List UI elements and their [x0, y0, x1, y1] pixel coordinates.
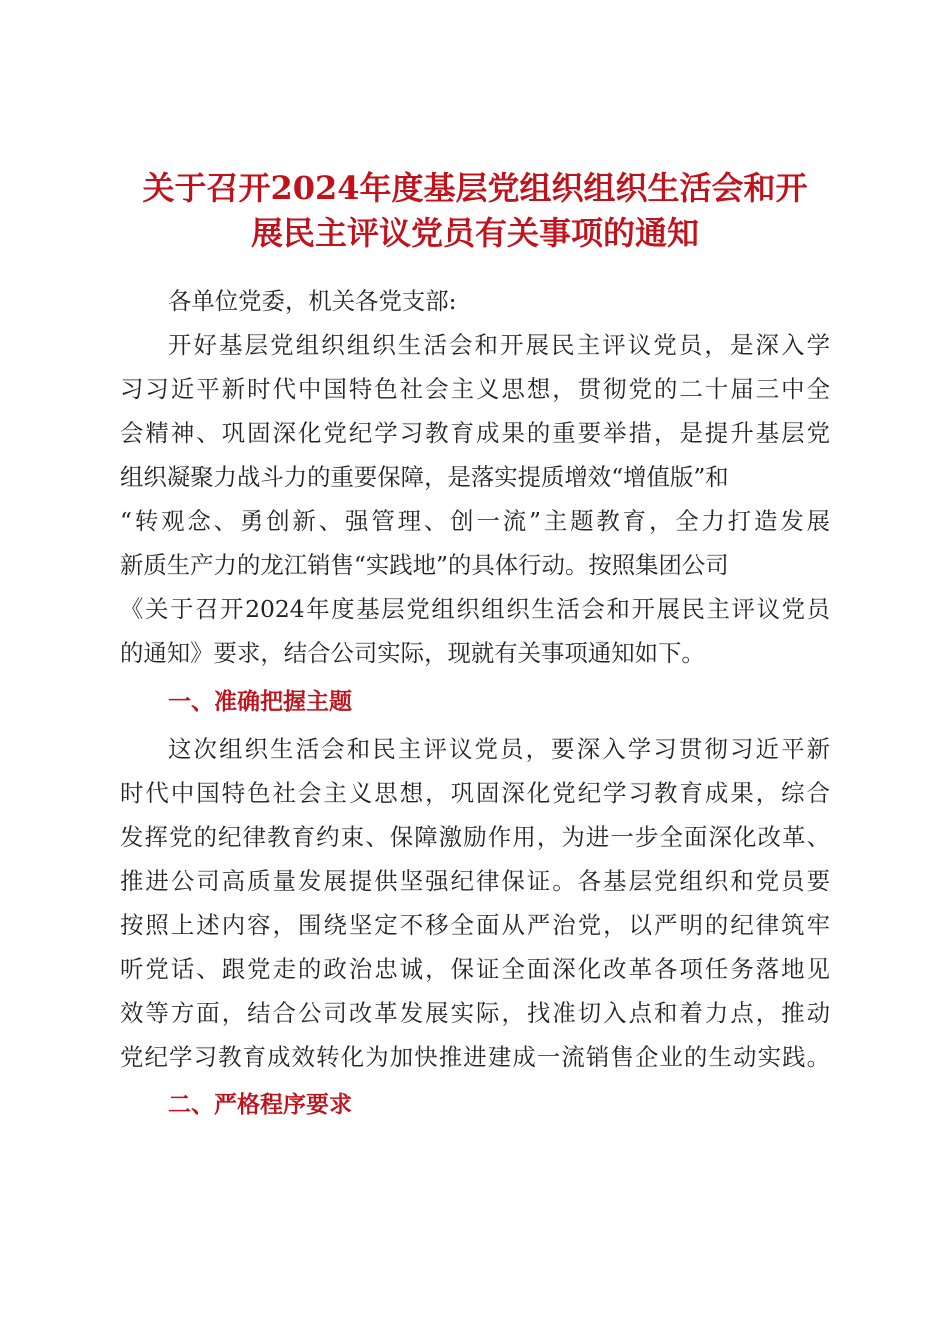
section-1-line: 推进公司高质量发展提供坚强纪律保证。各基层党组织和党员要: [120, 867, 830, 895]
intro-line: 《关于召开2024年度基层党组织组织生活会和开展民主评议党员: [120, 595, 830, 623]
intro-line: 的通知》要求，结合公司实际，现就有关事项通知如下。: [120, 639, 705, 667]
intro-line: 新质生产力的龙江销售“实践地”的具体行动。按照集团公司: [120, 551, 729, 579]
intro-line: 组织凝聚力战斗力的重要保障，是落实提质增效“增值版”和: [120, 463, 729, 491]
section-1-line: 这次组织生活会和民主评议党员，要深入学习贯彻习近平新: [168, 735, 830, 763]
salutation: 各单位党委，机关各党支部:: [168, 287, 457, 315]
document-title-line-2: 展民主评议党员有关事项的通知: [250, 214, 699, 252]
section-1-line: 时代中国特色社会主义思想，巩固深化党纪学习教育成果，综合: [120, 779, 830, 807]
section-1-line: 发挥党的纪律教育约束、保障激励作用，为进一步全面深化改革、: [120, 823, 830, 851]
section-1-line: 党纪学习教育成效转化为加快推进建成一流销售企业的生动实践。: [120, 1043, 830, 1071]
section-1-line: 听党话、跟党走的政治忠诚，保证全面深化改革各项任务落地见: [120, 955, 830, 983]
section-1-line: 按照上述内容，围绕坚定不移全面从严治党，以严明的纪律筑牢: [120, 911, 830, 939]
intro-line: “转观念、勇创新、强管理、创一流”主题教育，全力打造发展: [120, 507, 830, 535]
intro-line: 习习近平新时代中国特色社会主义思想，贯彻党的二十届三中全: [120, 375, 830, 403]
section-1-line: 效等方面，结合公司改革发展实际，找准切入点和着力点，推动: [120, 999, 830, 1027]
intro-line: 开好基层党组织组织生活会和开展民主评议党员，是深入学: [168, 331, 830, 359]
intro-line: 会精神、巩固深化党纪学习教育成果的重要举措，是提升基层党: [120, 419, 830, 447]
section-2-heading: 二、严格程序要求: [168, 1092, 352, 1118]
document-title-line-1: 关于召开2024年度基层党组织组织生活会和开: [142, 169, 808, 207]
section-1-heading: 一、准确把握主题: [168, 689, 352, 715]
